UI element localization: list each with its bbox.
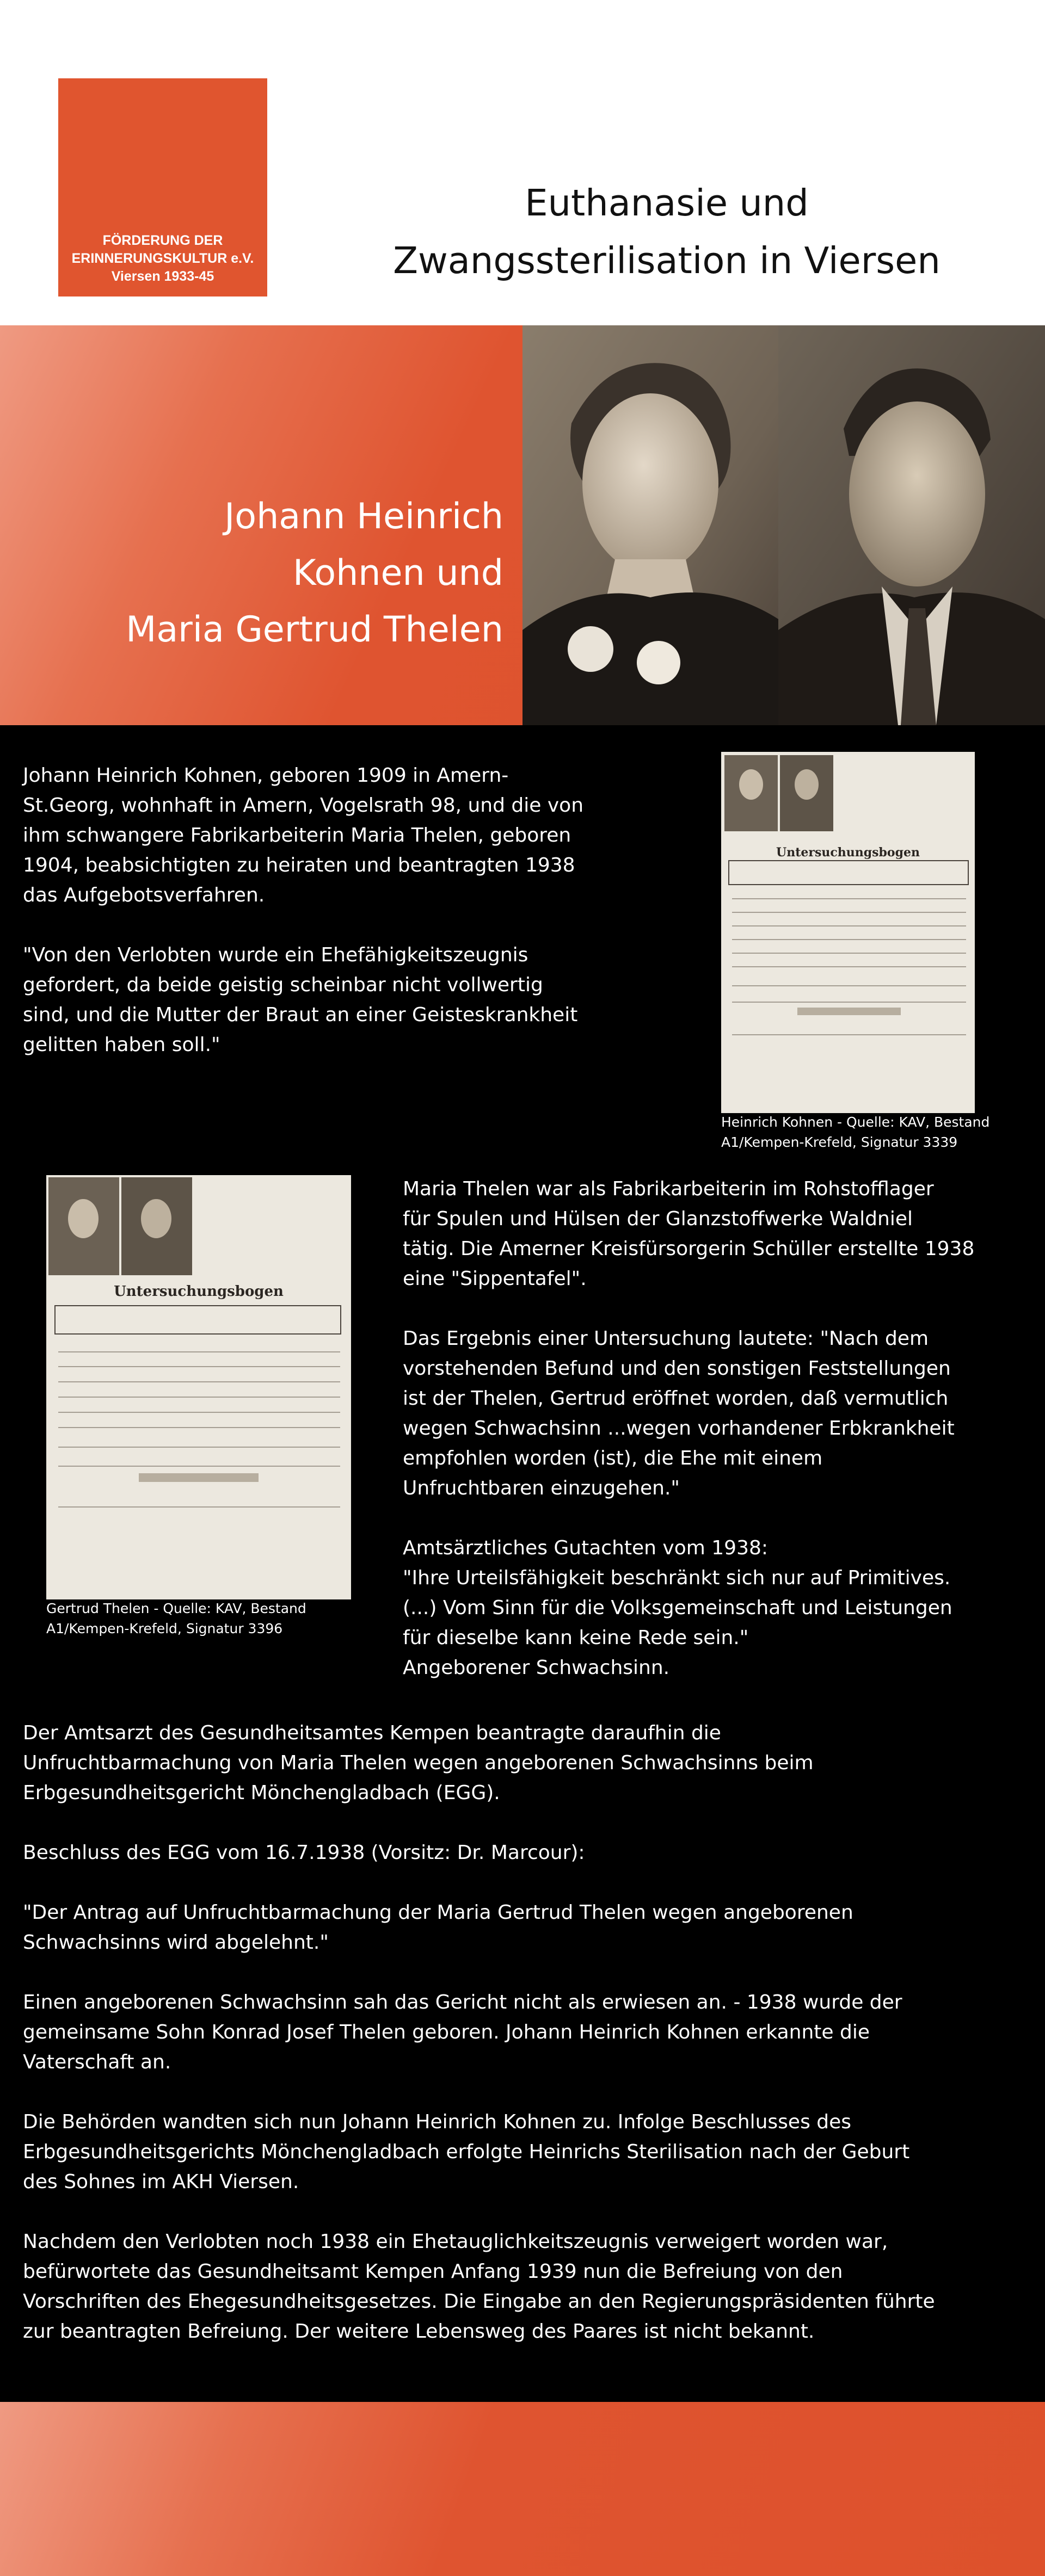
- text-line: Nachdem den Verlobten noch 1938 ein Ehetauglichkeitszeugnis verweigert worden war,: [23, 2231, 888, 2253]
- paragraph: [23, 1987, 1030, 2077]
- face: [849, 401, 985, 586]
- text-line: Amtsärztliches Gutachten vom 1938:: [403, 1537, 769, 1559]
- footer-band: [0, 2402, 1045, 2576]
- text-line: empfohlen worden (ist), die Ehe mit einem: [403, 1447, 823, 1469]
- paragraph: [403, 1324, 1029, 1503]
- id-photo-face: [68, 1199, 99, 1238]
- middle-text: [403, 1174, 1029, 1683]
- kohnen-record-caption: [721, 1112, 1026, 1152]
- text-line: wegen Schwachsinn ...wegen vorhandener Erbkrankheit: [403, 1417, 955, 1440]
- paragraph: [403, 1533, 1029, 1683]
- text-line: Unfruchtbaren einzugehen.": [403, 1477, 680, 1499]
- paragraph: [23, 2107, 1030, 2197]
- header: [0, 0, 1045, 325]
- text-line: gemeinsame Sohn Konrad Josef Thelen geboren. Johann Heinrich Kohnen erkannte die: [23, 2021, 870, 2043]
- text-line: tätig. Die Amerner Kreisfürsorgerin Schüller erstellte 1938: [403, 1238, 975, 1260]
- id-photo-face: [739, 769, 763, 800]
- text-line: "Der Antrag auf Unfruchtbarmachung der Maria Gertrud Thelen wegen angeborenen: [23, 1901, 853, 1924]
- caption-line: Heinrich Kohnen - Quelle: KAV, Bestand: [721, 1114, 990, 1130]
- form-subheading: [797, 1008, 901, 1015]
- logo-line: Viersen 1933-45: [111, 269, 214, 284]
- text-line: ihm schwangere Fabrikarbeiterin Maria Thelen, geboren: [23, 824, 571, 847]
- man-portrait: [778, 325, 1045, 725]
- kohnen-record-document: [721, 752, 975, 1113]
- thelen-record-caption: [46, 1598, 351, 1639]
- paragraph: [403, 1174, 1029, 1294]
- text-line: gefordert, da beide geistig scheinbar nicht vollwertig: [23, 974, 543, 996]
- text-line: befürwortete das Gesundheitsamt Kempen Anfang 1939 nun die Befreiung von den: [23, 2260, 843, 2283]
- text-line: Johann Heinrich Kohnen, geboren 1909 in Amern-: [23, 764, 509, 787]
- text-line: Einen angeborenen Schwachsinn sah das Gericht nicht als erwiesen an. - 1938 wurde der: [23, 1991, 902, 2013]
- text-line: zur beantragten Befreiung. Der weitere Lebensweg des Paares ist nicht bekannt.: [23, 2320, 815, 2343]
- face: [582, 393, 718, 573]
- association-logo[interactable]: [58, 78, 267, 296]
- text-line: Angeborener Schwachsinn.: [403, 1657, 670, 1679]
- paragraph: [23, 1838, 1030, 1868]
- paragraph: [23, 2227, 1030, 2346]
- text-line: Maria Thelen war als Fabrikarbeiterin im Rohstofflager: [403, 1178, 934, 1200]
- text-line: das Aufgebotsverfahren.: [23, 884, 265, 906]
- text-line: Beschluss des EGG vom 16.7.1938 (Vorsitz: Dr. Marcour):: [23, 1842, 585, 1864]
- banner-title-line: Kohnen und: [292, 553, 503, 594]
- text-line: Die Behörden wandten sich nun Johann Heinrich Kohnen zu. Infolge Beschlusses des: [23, 2111, 852, 2133]
- text-line: Erbgesundheitsgericht Mönchengladbach (EGG).: [23, 1782, 500, 1804]
- title-line: Zwangssterilisation in Viersen: [393, 239, 941, 282]
- banner-title: [44, 489, 503, 658]
- paragraph: [23, 1898, 1030, 1957]
- text-line: Vorschriften des Ehegesundheitsgesetzes. Die Eingabe an den Regierungspräsidenten führte: [23, 2290, 935, 2313]
- id-photo-face: [141, 1199, 171, 1238]
- page-title: [332, 174, 1001, 289]
- document-heading: Untersuchungsbogen: [114, 1283, 284, 1300]
- text-line: für dieselbe kann keine Rede sein.": [403, 1627, 749, 1649]
- text-line: Unfruchtbarmachung von Maria Thelen wegen angeborenen Schwachsinns beim: [23, 1752, 814, 1774]
- text-line: Vaterschaft an.: [23, 2051, 171, 2073]
- logo-line: ERINNERUNGSKULTUR e.V.: [71, 251, 254, 266]
- caption-line: A1/Kempen-Krefeld, Signatur 3396: [46, 1621, 283, 1636]
- text-line: gelitten haben soll.": [23, 1034, 220, 1056]
- text-line: für Spulen und Hülsen der Glanzstoffwerke Waldniel: [403, 1208, 913, 1230]
- text-line: ist der Thelen, Gertrud eröffnet worden, daß vermutlich: [403, 1387, 949, 1410]
- intro-text: [23, 761, 692, 1060]
- text-line: eine "Sippentafel".: [403, 1268, 587, 1290]
- text-line: sind, und die Mutter der Braut an einer Geisteskrankheit: [23, 1004, 578, 1026]
- text-line: Schwachsinns wird abgelehnt.": [23, 1931, 329, 1954]
- text-line: Das Ergebnis einer Untersuchung lautete: "Nach dem: [403, 1327, 929, 1350]
- text-line: Erbgesundheitsgerichts Mönchengladbach erfolgte Heinrichs Sterilisation nach der Geburt: [23, 2141, 910, 2163]
- text-line: 1904, beabsichtigten zu heiraten und beantragten 1938: [23, 854, 575, 876]
- text-line: (...) Vom Sinn für die Volksgemeinschaft und Leistungen: [403, 1597, 952, 1619]
- title-line: Euthanasie und: [525, 182, 809, 224]
- banner-title-line: Johann Heinrich: [224, 496, 503, 537]
- text-line: "Von den Verlobten wurde ein Ehefähigkeitszeugnis: [23, 944, 528, 966]
- flower-ornament: [637, 641, 680, 684]
- banner-title-line: Maria Gertrud Thelen: [126, 609, 503, 650]
- text-line: St.Georg, wohnhaft in Amern, Vogelsrath 98, und die von: [23, 794, 584, 817]
- caption-line: Gertrud Thelen - Quelle: KAV, Bestand: [46, 1601, 306, 1616]
- lower-text: [23, 1718, 1030, 2346]
- text-line: "Ihre Urteilsfähigkeit beschränkt sich nur auf Primitives.: [403, 1567, 951, 1589]
- paragraph: [23, 1718, 1030, 1808]
- logo-text: [58, 232, 267, 286]
- banner: [0, 325, 1045, 725]
- caption-line: A1/Kempen-Krefeld, Signatur 3339: [721, 1134, 958, 1150]
- intro-paragraph: [23, 761, 692, 910]
- text-line: des Sohnes im AKH Viersen.: [23, 2171, 299, 2193]
- logo-line: FÖRDERUNG DER: [102, 233, 223, 248]
- flower-ornament: [568, 626, 613, 672]
- document-heading: Untersuchungsbogen: [776, 845, 920, 860]
- quote-paragraph: [23, 940, 692, 1060]
- form-subheading: [139, 1473, 259, 1482]
- text-line: Der Amtsarzt des Gesundheitsamtes Kempen beantragte daraufhin die: [23, 1722, 721, 1744]
- text-line: vorstehenden Befund und den sonstigen Feststellungen: [403, 1357, 951, 1380]
- thelen-record-document: [46, 1175, 351, 1599]
- couple-portrait-photos: [522, 325, 1045, 725]
- id-photo-face: [795, 769, 819, 800]
- woman-portrait: [522, 325, 778, 725]
